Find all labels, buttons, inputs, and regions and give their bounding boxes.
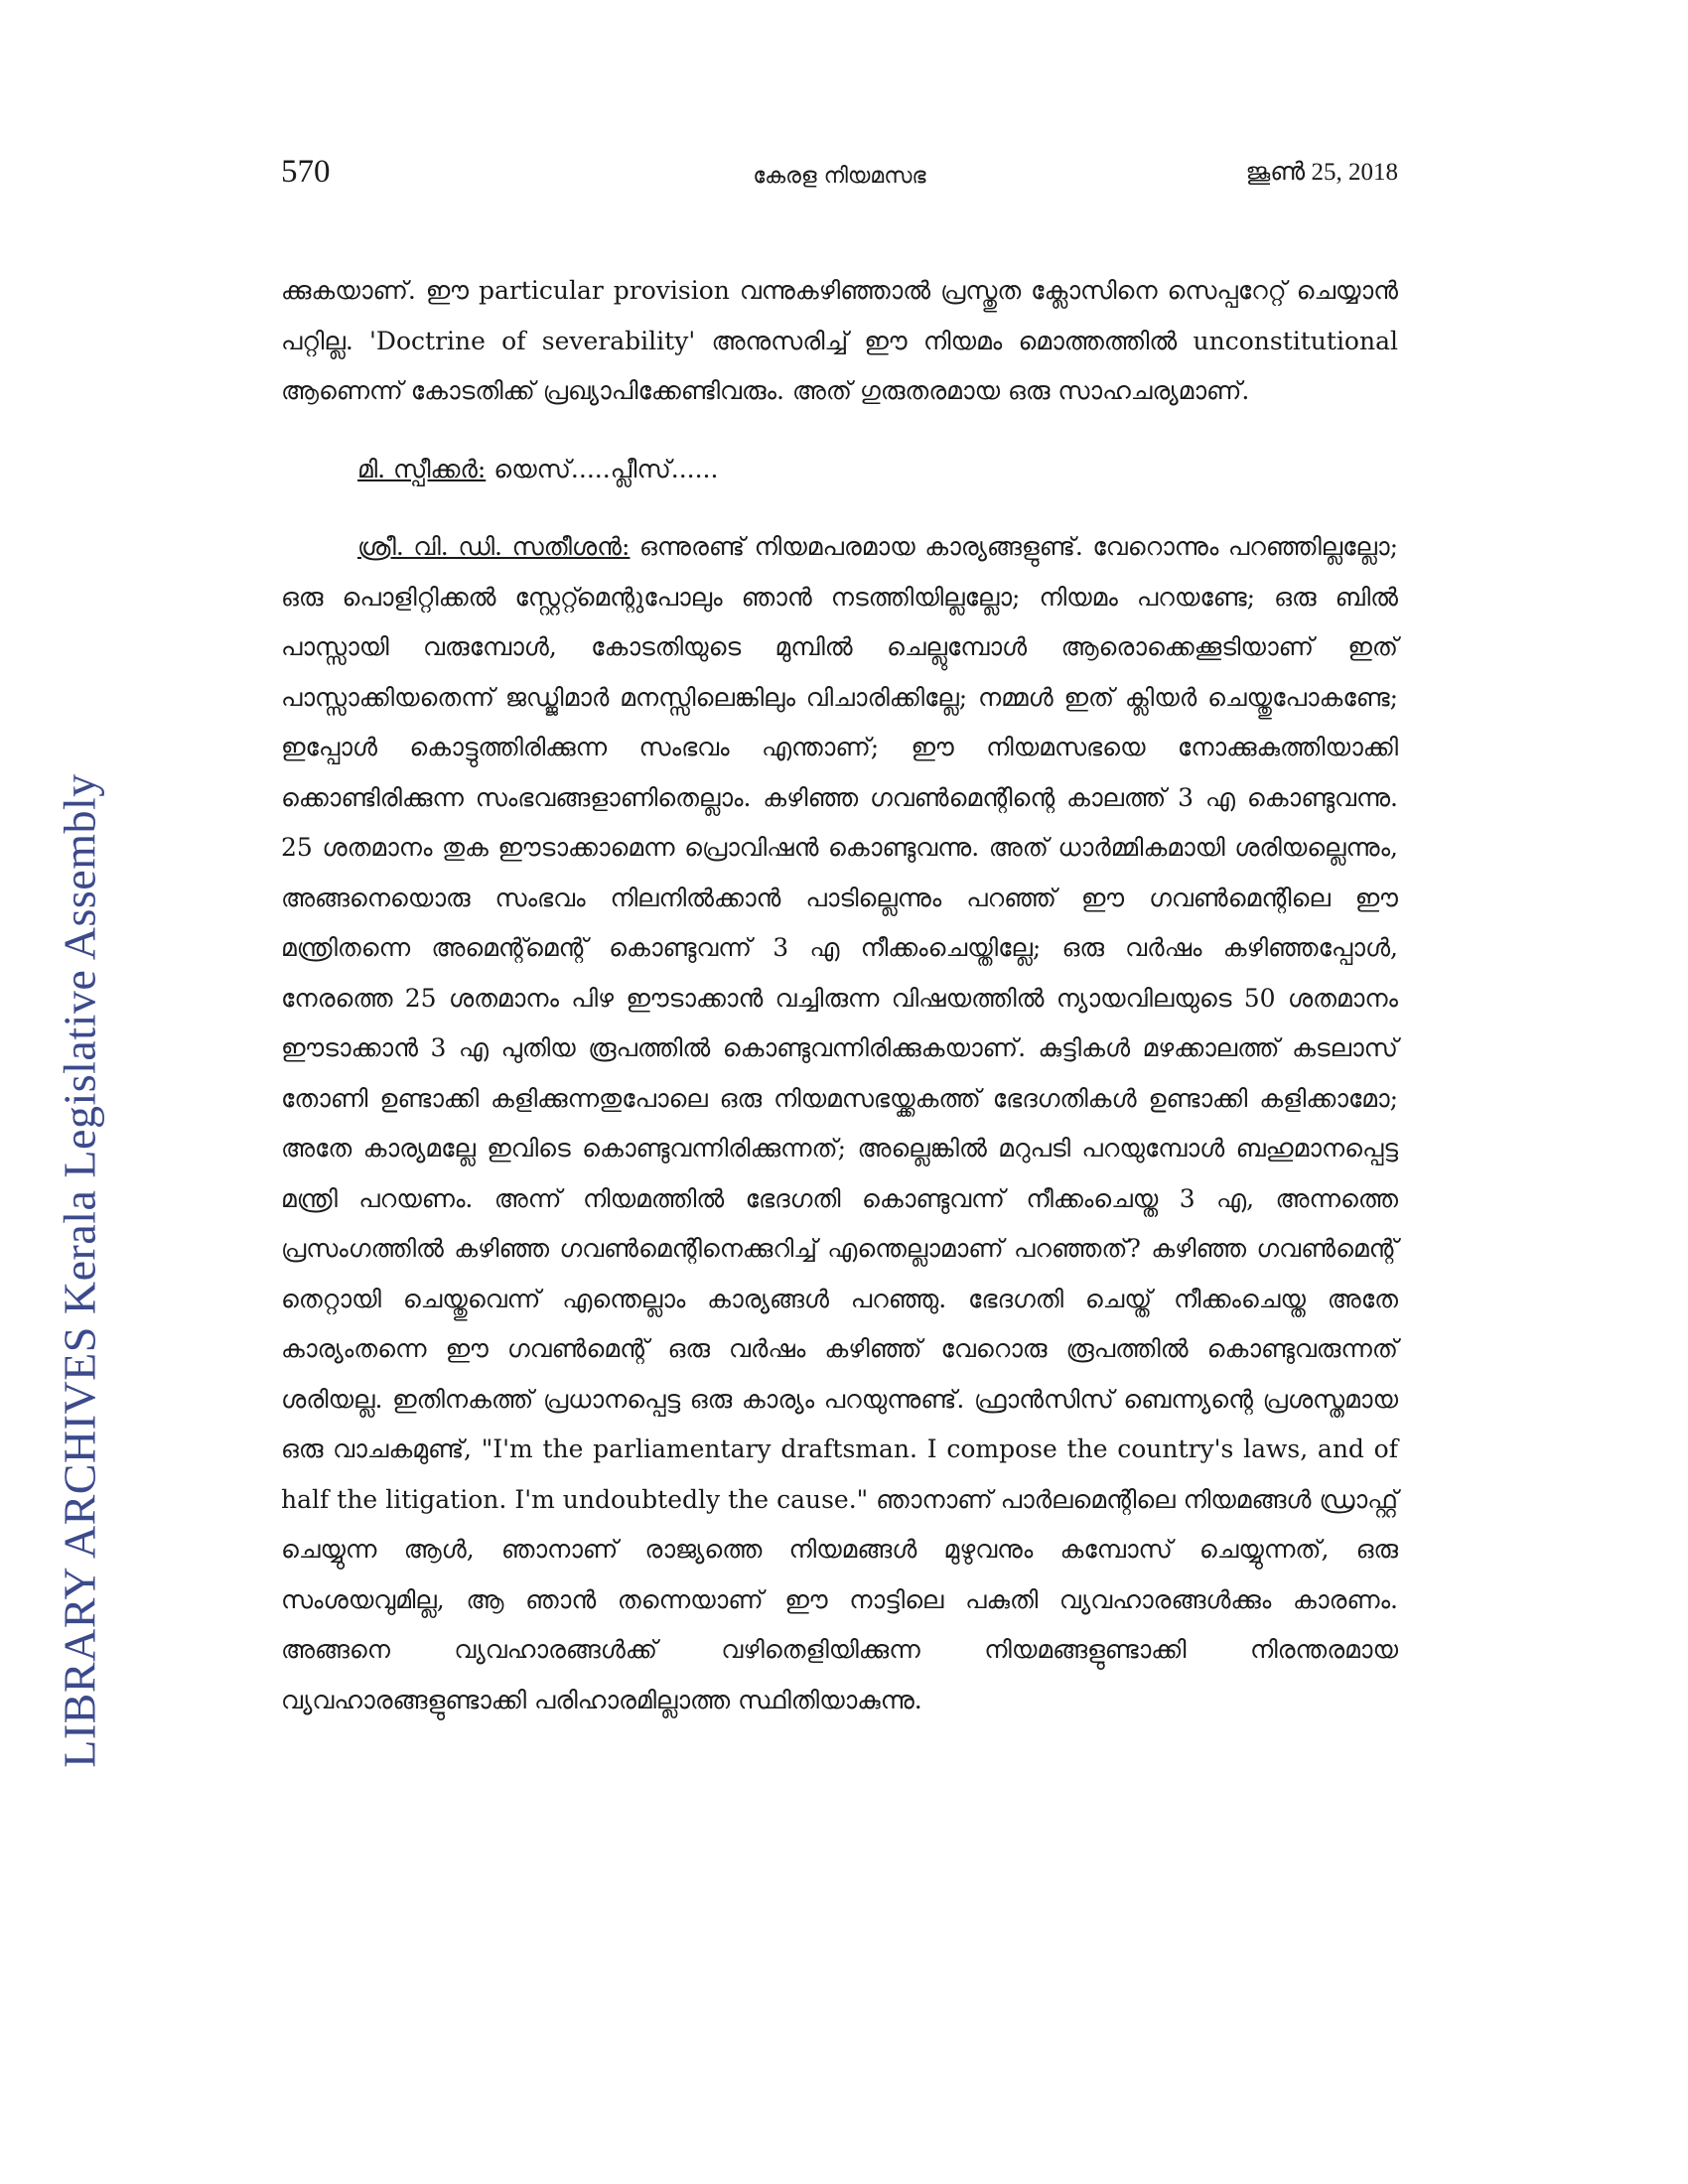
speaker-name: മി. സ്പീക്കർ:	[357, 454, 487, 483]
paragraph-text: ഒന്നുരണ്ട് നിയമപരമായ കാര്യങ്ങളുണ്ട്. വേറൊന്നും പറഞ്ഞില്ലല്ലോ; ഒരു പൊളിറ്റിക്കൽ സ്റ്റേറ്റ്മെന്റുപോലും ഞാൻ നടത്തിയില്ലല്ലോ; നിയമം പറയണ്ടേ; ഒരു ബിൽ പാസ്സായി വരുമ്പോൾ, കോടതിയുടെ മുമ്പിൽ ചെല്ലുമ്പോൾ ആരൊക്കെക്കൂടിയാണ് ഇത് പാസ്സാക്കിയതെന്ന് ജഡ്ജിമാർ മനസ്സിലെങ്കിലും വിചാരിക്കില്ലേ; നമ്മൾ ഇത് ക്ലിയർ ചെയ്തുപോകണ്ടേ; ഇപ്പോൾ കൊട്ടുത്തിരിക്കുന്ന സംഭവം എന്താണ്; ഈ നിയമസഭയെ നോക്കുകുത്തിയാക്കി ക്കൊണ്ടിരിക്കുന്ന സംഭവങ്ങളാണിതെല്ലാം. കഴിഞ്ഞ ഗവൺമെന്റിന്റെ കാലത്ത് 3 എ കൊണ്ടുവന്നു. 25 ശതമാനം തുക ഈടാക്കാമെന്ന പ്രൊവിഷൻ കൊണ്ടുവന്നു. അത് ധാർമ്മികമായി ശരിയല്ലെന്നും, അങ്ങനെയൊരു സംഭവം നിലനിൽക്കാൻ പാടില്ലെന്നും പറഞ്ഞ് ഈ ഗവൺമെന്റിലെ ഈ മന്ത്രിതന്നെ അമെന്റ്മെന്റ് കൊണ്ടുവന്ന് 3 എ നീക്കംചെയ്തില്ലേ; ഒരു വർഷം കഴിഞ്ഞപ്പോൾ, നേരത്തെ 25 ശതമാനം പിഴ ഈടാക്കാൻ വച്ചിരുന്ന വിഷയത്തിൽ ന്യായവിലയുടെ 50 ശതമാനം ഈടാക്കാൻ 3 എ പുതിയ രൂപത്തിൽ കൊണ്ടുവന്നിരിക്കുകയാണ്. കുട്ടികൾ മഴക്കാലത്ത് കടലാസ് തോണി ഉണ്ടാക്കി കളിക്കുന്നതുപോലെ ഒരു നിയമസഭയ്ക്കകത്ത് ഭേദഗതികൾ ഉണ്ടാക്കി കളിക്കാമോ; അതേ കാര്യമല്ലേ ഇവിടെ കൊണ്ടുവന്നിരിക്കുന്നത്; അല്ലെങ്കിൽ മറുപടി പറയുമ്പോൾ ബഹുമാനപ്പെട്ട മന്ത്രി പറയണം. അന്ന് നിയമത്തിൽ ഭേദഗതി കൊണ്ടുവന്ന് നീക്കംചെയ്ത 3 എ, അന്നത്തെ പ്രസംഗത്തിൽ കഴിഞ്ഞ ഗവൺമെന്റിനെക്കുറിച്ച് എന്തെല്ലാമാണ് പറഞ്ഞത്? കഴിഞ്ഞ ഗവൺമെന്റ് തെറ്റായി ചെയ്തുവെന്ന് എന്തെല്ലാം കാര്യങ്ങൾ പറഞ്ഞു. ഭേദഗതി ചെയ്ത് നീക്കംചെയ്ത അതേ കാര്യംതന്നെ ഈ ഗവൺമെന്റ് ഒരു വർഷം കഴിഞ്ഞ് വേറൊരു രൂപത്തിൽ കൊണ്ടുവരുന്നത് ശരിയല്ല. ഇതിനകത്ത് പ്രധാനപ്പെട്ട ഒരു കാര്യം പറയുന്നുണ്ട്. ഫ്രാൻസിസ് ബെന്ന്യന്റെ പ്രശസ്തമായ ഒരു വാചകമുണ്ട്, "I'm the parliamentary draftsman. I compose the country's laws, and of half the litigation. I'm undoubtedly the cause." ഞാനാണ് പാർലമെന്റിലെ നിയമങ്ങൾ ഡ്രാഫ്റ്റ് ചെയ്യുന്ന ആൾ, ഞാനാണ് രാജ്യത്തെ നിയമങ്ങൾ മുഴുവനും കമ്പോസ് ചെയ്യുന്നത്, ഒരു സംശയവുമില്ല, ആ ഞാൻ തന്നെയാണ് ഈ നാട്ടിലെ പകുതി വ്യവഹാരങ്ങൾക്കും കാരണം. അങ്ങനെ വ്യവഹാരങ്ങൾക്ക് വഴിതെളിയിക്കുന്ന നിയമങ്ങളുണ്ടാക്കി നിരന്തരമായ വ്യവഹാരങ്ങളുണ്ടാക്കി പരിഹാരമില്ലാത്ത സ്ഥിതിയാകുന്നു.	[281, 532, 1398, 1714]
page-number: 570	[281, 154, 331, 190]
watermark: LIBRARY ARCHIVES Kerala Legislative Assembly	[54, 773, 105, 1768]
paragraph-speech	[281, 522, 1398, 1725]
sitting-date: ജൂൺ 25, 2018	[1245, 159, 1398, 186]
page-header	[281, 154, 1398, 204]
speaker-name: ശ്രീ. വി. ഡി. സതീശൻ:	[357, 532, 631, 561]
paragraph-continuation	[281, 266, 1398, 417]
assembly-name: കേരള നിയമസഭ	[753, 164, 926, 189]
paragraph-text: ക്കുകയാണ്. ഈ particular provision വന്നുകഴിഞ്ഞാൽ പ്രസ്തുത ക്ലോസിനെ സെപ്പറേറ്റ് ചെയ്യാൻ പറ്റില്ല. 'Doctrine of severability' അനുസരിച്ച് ഈ നിയമം മൊത്തത്തിൽ unconstitutional ആണെന്ന് കോടതിക്ക് പ്രഖ്യാപിക്കേണ്ടിവരും. അത് ഗുരുതരമായ ഒരു സാഹചര്യമാണ്.	[281, 276, 1398, 405]
paragraph-text: യെസ്.....പ്ലീസ്......	[486, 454, 719, 483]
document-body	[281, 266, 1398, 1725]
paragraph-speaker-reply	[281, 445, 1398, 495]
